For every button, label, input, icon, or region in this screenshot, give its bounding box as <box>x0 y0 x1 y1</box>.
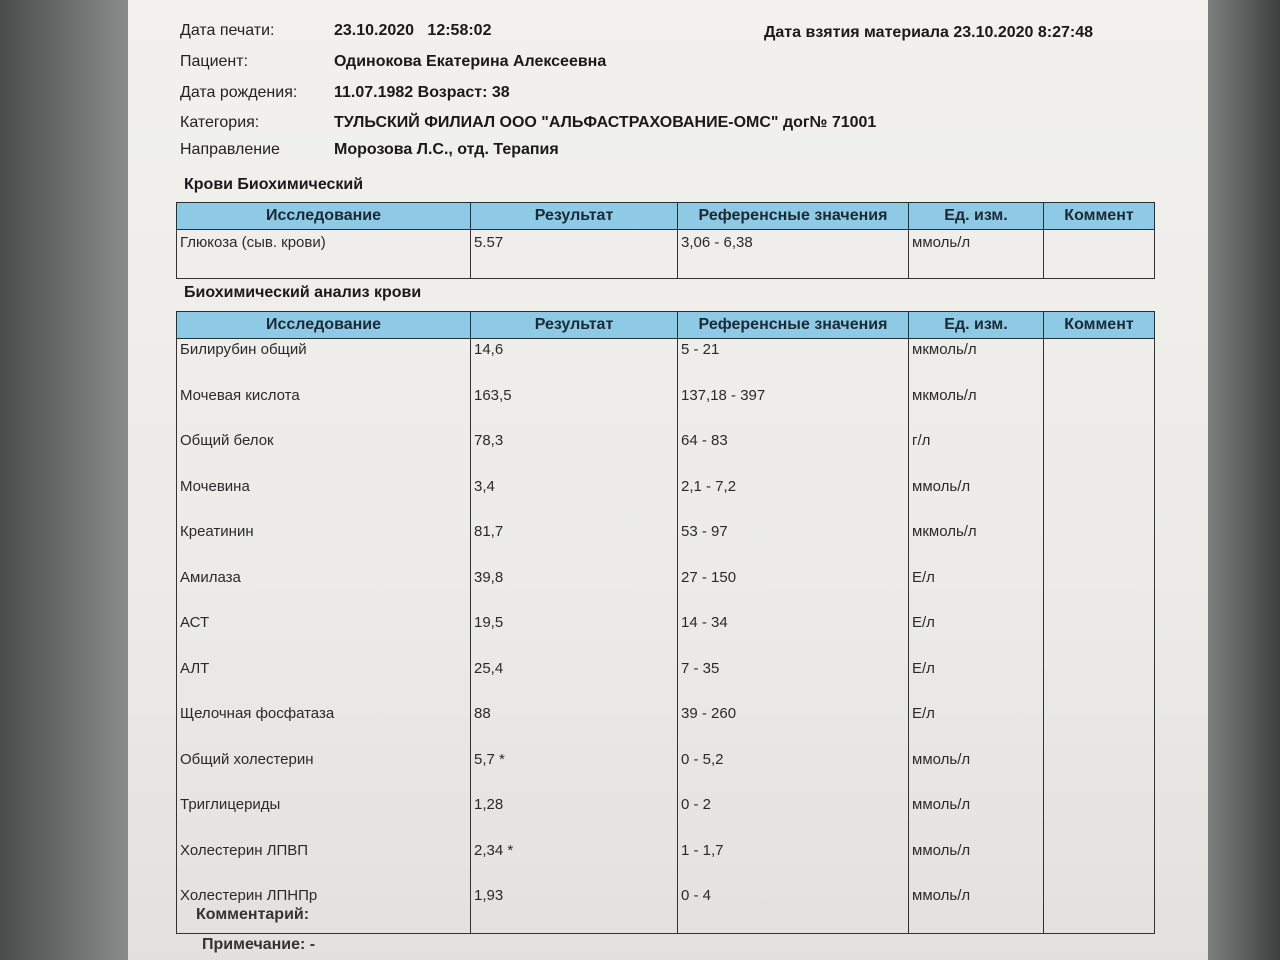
test-name: Глюкоза (сыв. крови) <box>177 230 471 279</box>
test-comment <box>1044 703 1155 749</box>
test-reference: 0 - 5,2 <box>678 749 909 795</box>
col-header-test: Исследование <box>177 203 471 230</box>
test-reference: 7 - 35 <box>678 658 909 704</box>
test-comment <box>1044 658 1155 704</box>
print-date-label: Дата печати: <box>180 22 275 39</box>
test-reference: 14 - 34 <box>678 612 909 658</box>
table-row <box>177 430 1155 476</box>
col-header-test: Исследование <box>177 312 471 339</box>
dob-label: Дата рождения: <box>180 84 298 101</box>
section1-table <box>176 202 1155 279</box>
test-comment <box>1044 476 1155 522</box>
referral-label: Направление <box>180 141 280 158</box>
test-unit: ммоль/л <box>909 885 1044 934</box>
print-date-value: 23.10.2020 12:58:02 <box>334 22 492 39</box>
test-name: Мочевина <box>177 476 471 522</box>
test-result: 1,93 <box>471 885 678 934</box>
test-result: 14,6 <box>471 339 678 385</box>
col-header-reference: Референсные значения <box>678 203 909 230</box>
test-unit: ммоль/л <box>909 749 1044 795</box>
test-unit: ммоль/л <box>909 476 1044 522</box>
test-comment <box>1044 521 1155 567</box>
test-result: 3,4 <box>471 476 678 522</box>
test-reference: 39 - 260 <box>678 703 909 749</box>
test-name: Триглицериды <box>177 794 471 840</box>
test-result: 163,5 <box>471 385 678 431</box>
test-reference: 5 - 21 <box>678 339 909 385</box>
table-row <box>177 476 1155 522</box>
table-row <box>177 885 1155 934</box>
test-result: 39,8 <box>471 567 678 613</box>
table-row <box>177 840 1155 886</box>
patient-name: Одинокова Екатерина Алексеевна <box>334 53 607 70</box>
test-name: Холестерин ЛПВП <box>177 840 471 886</box>
test-reference: 2,1 - 7,2 <box>678 476 909 522</box>
table-row <box>177 703 1155 749</box>
test-result: 25,4 <box>471 658 678 704</box>
test-result: 19,5 <box>471 612 678 658</box>
test-unit: Е/л <box>909 612 1044 658</box>
test-name: Билирубин общий <box>177 339 471 385</box>
table-row <box>177 794 1155 840</box>
test-comment <box>1044 430 1155 476</box>
test-reference: 53 - 97 <box>678 521 909 567</box>
col-header-result: Результат <box>471 203 678 230</box>
test-unit: Е/л <box>909 703 1044 749</box>
test-reference: 27 - 150 <box>678 567 909 613</box>
section2-table <box>176 311 1155 934</box>
col-header-comment: Коммент <box>1044 312 1155 339</box>
test-unit: ммоль/л <box>909 230 1044 279</box>
test-unit: мкмоль/л <box>909 521 1044 567</box>
col-header-comment: Коммент <box>1044 203 1155 230</box>
table-header-row <box>177 312 1155 339</box>
test-reference: 64 - 83 <box>678 430 909 476</box>
test-name: АСТ <box>177 612 471 658</box>
test-name: Общий холестерин <box>177 749 471 795</box>
test-comment <box>1044 385 1155 431</box>
table-row <box>177 612 1155 658</box>
table-row <box>177 567 1155 613</box>
test-result: 1,28 <box>471 794 678 840</box>
section1-title: Крови Биохимический <box>184 176 364 193</box>
test-name: Щелочная фосфатаза <box>177 703 471 749</box>
test-comment <box>1044 749 1155 795</box>
test-name: Амилаза <box>177 567 471 613</box>
col-header-result: Результат <box>471 312 678 339</box>
test-name: АЛТ <box>177 658 471 704</box>
section2-title: Биохимический анализ крови <box>184 284 422 301</box>
test-unit: г/л <box>909 430 1044 476</box>
test-unit: ммоль/л <box>909 840 1044 886</box>
test-reference: 0 - 4 <box>678 885 909 934</box>
table-row <box>177 658 1155 704</box>
test-result: 2,34 * <box>471 840 678 886</box>
test-result: 5.57 <box>471 230 678 279</box>
table-header-row <box>177 203 1155 230</box>
test-result: 78,3 <box>471 430 678 476</box>
category-label: Категория: <box>180 114 260 131</box>
test-result: 81,7 <box>471 521 678 567</box>
test-comment <box>1044 794 1155 840</box>
referral-value: Морозова Л.С., отд. Терапия <box>334 141 559 158</box>
test-reference: 0 - 2 <box>678 794 909 840</box>
test-name: Креатинин <box>177 521 471 567</box>
test-result: 88 <box>471 703 678 749</box>
category-value: ТУЛЬСКИЙ ФИЛИАЛ ООО "АЛЬФАСТРАХОВАНИЕ-ОМС" дог№ 71001 <box>334 114 877 131</box>
table-row <box>177 230 1155 279</box>
test-result: 5,7 * <box>471 749 678 795</box>
test-comment <box>1044 339 1155 385</box>
test-unit: мкмоль/л <box>909 339 1044 385</box>
col-header-unit: Ед. изм. <box>909 203 1044 230</box>
comment-label: Комментарий: <box>196 906 310 923</box>
sample-date: Дата взятия материала 23.10.2020 8:27:48 <box>764 24 1093 41</box>
dob-value: 11.07.1982 Возраст: 38 <box>334 84 510 101</box>
test-reference: 1 - 1,7 <box>678 840 909 886</box>
test-name: Мочевая кислота <box>177 385 471 431</box>
test-comment <box>1044 840 1155 886</box>
monitor-bezel-right <box>1208 0 1280 960</box>
col-header-reference: Референсные значения <box>678 312 909 339</box>
test-unit: ммоль/л <box>909 794 1044 840</box>
test-comment <box>1044 567 1155 613</box>
table-row <box>177 385 1155 431</box>
table-row <box>177 339 1155 385</box>
table-row <box>177 521 1155 567</box>
test-name: Холестерин ЛПНПр <box>177 885 471 934</box>
test-unit: Е/л <box>909 567 1044 613</box>
lab-report-sheet <box>128 0 1208 960</box>
test-unit: мкмоль/л <box>909 385 1044 431</box>
test-reference: 3,06 - 6,38 <box>678 230 909 279</box>
test-name: Общий белок <box>177 430 471 476</box>
patient-label: Пациент: <box>180 53 249 70</box>
col-header-unit: Ед. изм. <box>909 312 1044 339</box>
test-comment <box>1044 612 1155 658</box>
test-reference: 137,18 - 397 <box>678 385 909 431</box>
monitor-bezel-left <box>0 0 128 960</box>
note-label: Примечание: - <box>202 936 316 953</box>
table-row <box>177 749 1155 795</box>
test-comment <box>1044 230 1155 279</box>
test-unit: Е/л <box>909 658 1044 704</box>
test-comment <box>1044 885 1155 934</box>
